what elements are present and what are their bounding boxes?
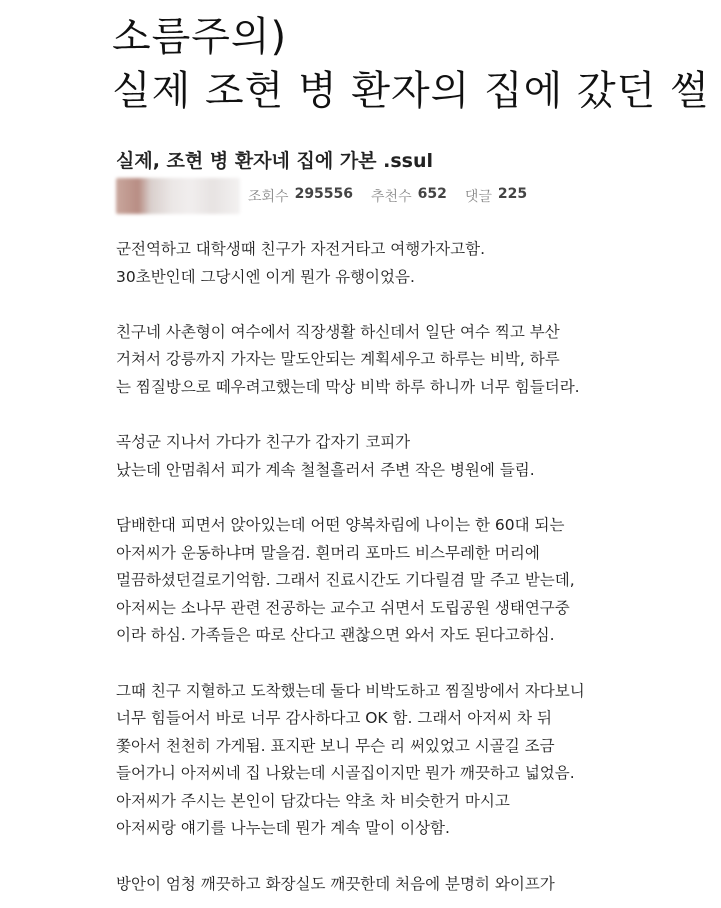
body-line: 들어가니 아저씨네 집 나왔는데 시골집이지만 뭔가 깨끗하고 넓었음. [116, 764, 575, 783]
headline-line-2: 실제 조현 병 환자의 집에 갔던 썰 [112, 68, 710, 114]
body-line: 아저씨가 운동하냐며 말을검. 흰머리 포마드 비스무레한 머리에 [116, 543, 540, 562]
headline [112, 10, 710, 118]
paragraph-gap [116, 650, 716, 678]
body-line: 났는데 안멈춰서 피가 계속 철철흘러서 주변 작은 병원에 들림. [116, 460, 535, 479]
body-line: 아저씨가 주시는 본인이 담갔다는 약초 차 비슷한거 마시고 [116, 791, 510, 810]
body-line: 30초반인데 그당시엔 이게 뭔가 유행이었음. [116, 267, 415, 286]
body-line: 곡성군 지나서 가다가 친구가 갑자기 코피가 [116, 433, 411, 452]
paragraph-gap [116, 402, 716, 430]
headline-line-1: 소름주의) [112, 14, 288, 60]
post-meta [116, 178, 545, 214]
body-line: 아저씨는 소나무 관련 전공하는 교수고 쉬면서 도립공원 생태연구중 [116, 598, 570, 617]
body-line: 친구네 사촌형이 여수에서 직장생활 하신데서 일단 여수 찍고 부산 [116, 322, 560, 341]
post-body [116, 236, 716, 898]
body-line: 아저씨랑 얘기를 나누는데 뭔가 계속 말이 이상함. [116, 819, 450, 838]
view-count-value: 295556 [294, 186, 354, 202]
body-line: 너무 힘들어서 바로 너무 감사하다고 OK 함. 그래서 아저씨 차 뒤 [116, 709, 552, 728]
comment-count[interactable] [465, 186, 527, 206]
comment-count-label: 댓글 [464, 189, 492, 205]
comment-count-value: 225 [497, 186, 528, 202]
view-count-label: 조회수 [248, 189, 289, 205]
recommend-count [371, 186, 447, 206]
body-line: 쫓아서 천천히 가게됨. 표지판 보니 무슨 리 써있었고 시골길 조금 [116, 736, 555, 755]
body-line: 군전역하고 대학생때 친구가 자전거타고 여행가자고함. [116, 240, 486, 258]
view-count [248, 186, 353, 206]
blurred-author-avatar [116, 178, 240, 214]
paragraph-gap [116, 291, 716, 319]
body-line: 는 찜질방으로 떼우려고했는데 막상 비박 하루 하니까 너무 힘들더라. [116, 377, 580, 396]
recommend-count-label: 추천수 [371, 189, 412, 205]
body-line: 멀끔하셨던걸로기억함. 그래서 진료시간도 기다릴겸 말 주고 받는데, [116, 571, 575, 590]
body-line: 거쳐서 강릉까지 가자는 말도안되는 계획세우고 하루는 비박, 하루 [116, 350, 560, 369]
body-line: 그때 친구 지혈하고 도착했는데 둘다 비박도하고 찜질방에서 자다보니 [116, 681, 585, 700]
paragraph-gap [116, 484, 716, 512]
body-line: 담배한대 피면서 앉아있는데 어떤 양복차림에 나이는 한 60대 되는 [116, 515, 565, 534]
post-title: 실제, 조현 병 환자네 집에 가본 .ssul [116, 150, 434, 172]
body-line: 방안이 엄청 깨끗하고 화장실도 깨끗한데 처음에 분명히 와이프가 [116, 874, 555, 893]
recommend-count-value: 652 [417, 186, 447, 202]
paragraph-gap [116, 843, 716, 871]
body-line: 이라 하심. 가족들은 따로 산다고 괜찮으면 와서 자도 된다고하심. [116, 626, 555, 645]
